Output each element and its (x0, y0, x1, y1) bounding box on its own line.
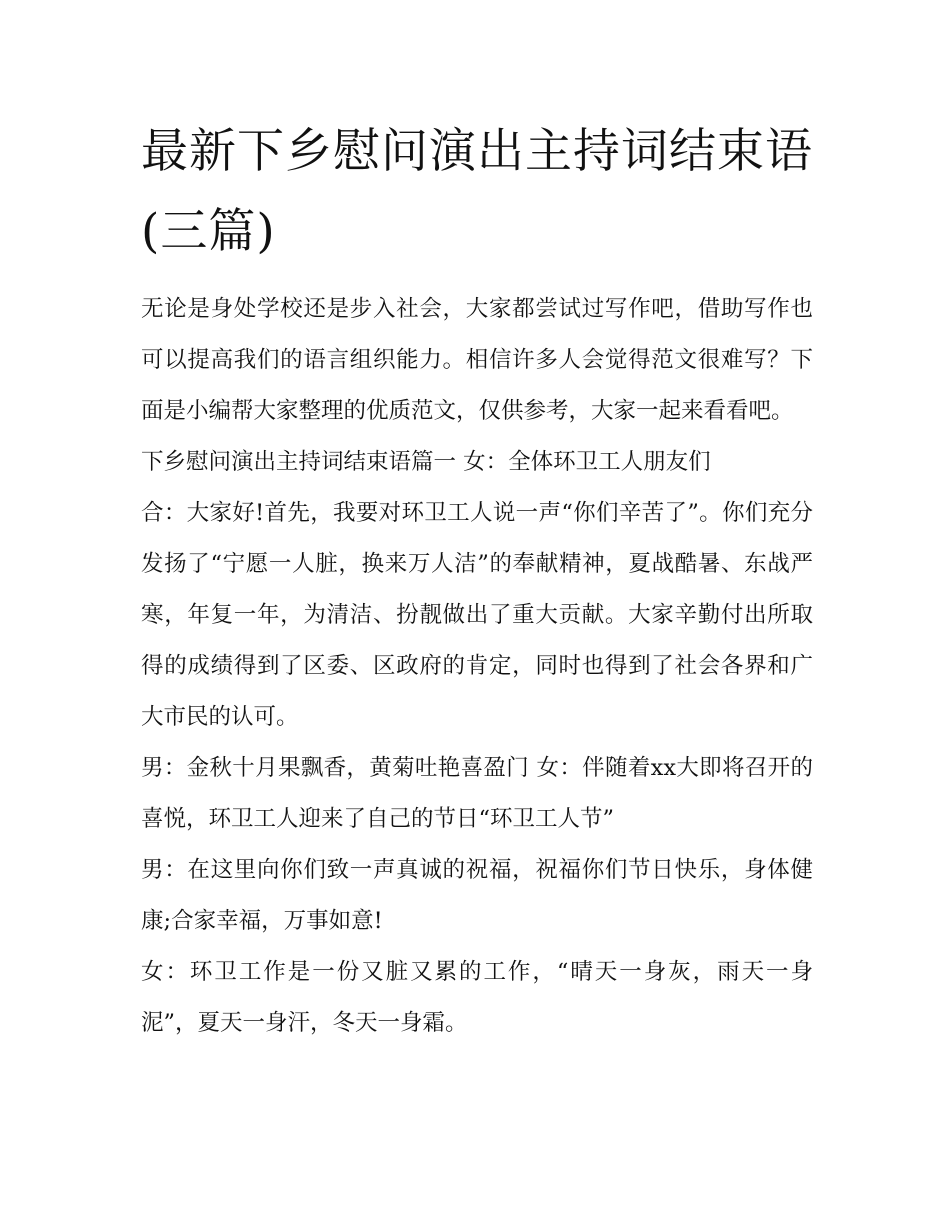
paragraph-male-blessing: 男：在这里向你们致一声真诚的祝福，祝福你们节日快乐，身体健康;合家幸福，万事如意! (141, 857, 813, 934)
document-content (141, 112, 813, 1049)
paragraph-section-heading: 下乡慰问演出主持词结束语篇一 女：全体环卫工人朋友们 (141, 449, 711, 475)
paragraph-male-female-1: 男：金秋十月果飘香，黄菊吐艳喜盈门 女：伴随着xx大即将召开的喜悦，环卫工人迎来了自己的节日“环卫工人节” (141, 755, 813, 832)
paragraph-female-work: 女：环卫工作是一份又脏又累的工作，“晴天一身灰，雨天一身泥”，夏天一身汗，冬天一身霜。 (141, 959, 813, 1036)
document-title: 最新下乡慰问演出主持词结束语(三篇) (141, 124, 813, 259)
paragraph-intro: 无论是身处学校还是步入社会，大家都尝试过写作吧，借助写作也可以提高我们的语言组织能力。相信许多人会觉得范文很难写？下面是小编帮大家整理的优质范文，仅供参考，大家一起来看看吧。 (141, 296, 813, 424)
document-body (141, 284, 813, 1049)
paragraph-greeting: 合：大家好!首先，我要对环卫工人说一声“你们辛苦了”。你们充分发扬了“宁愿一人脏，换来万人洁”的奉献精神，夏战酷暑、东战严寒，年复一年，为清洁、扮靓做出了重大贡献。大家辛勤付出所取得的成绩得到了区委、区政府的肯定，同时也得到了社会各界和广大市民的认可。 (141, 500, 813, 730)
